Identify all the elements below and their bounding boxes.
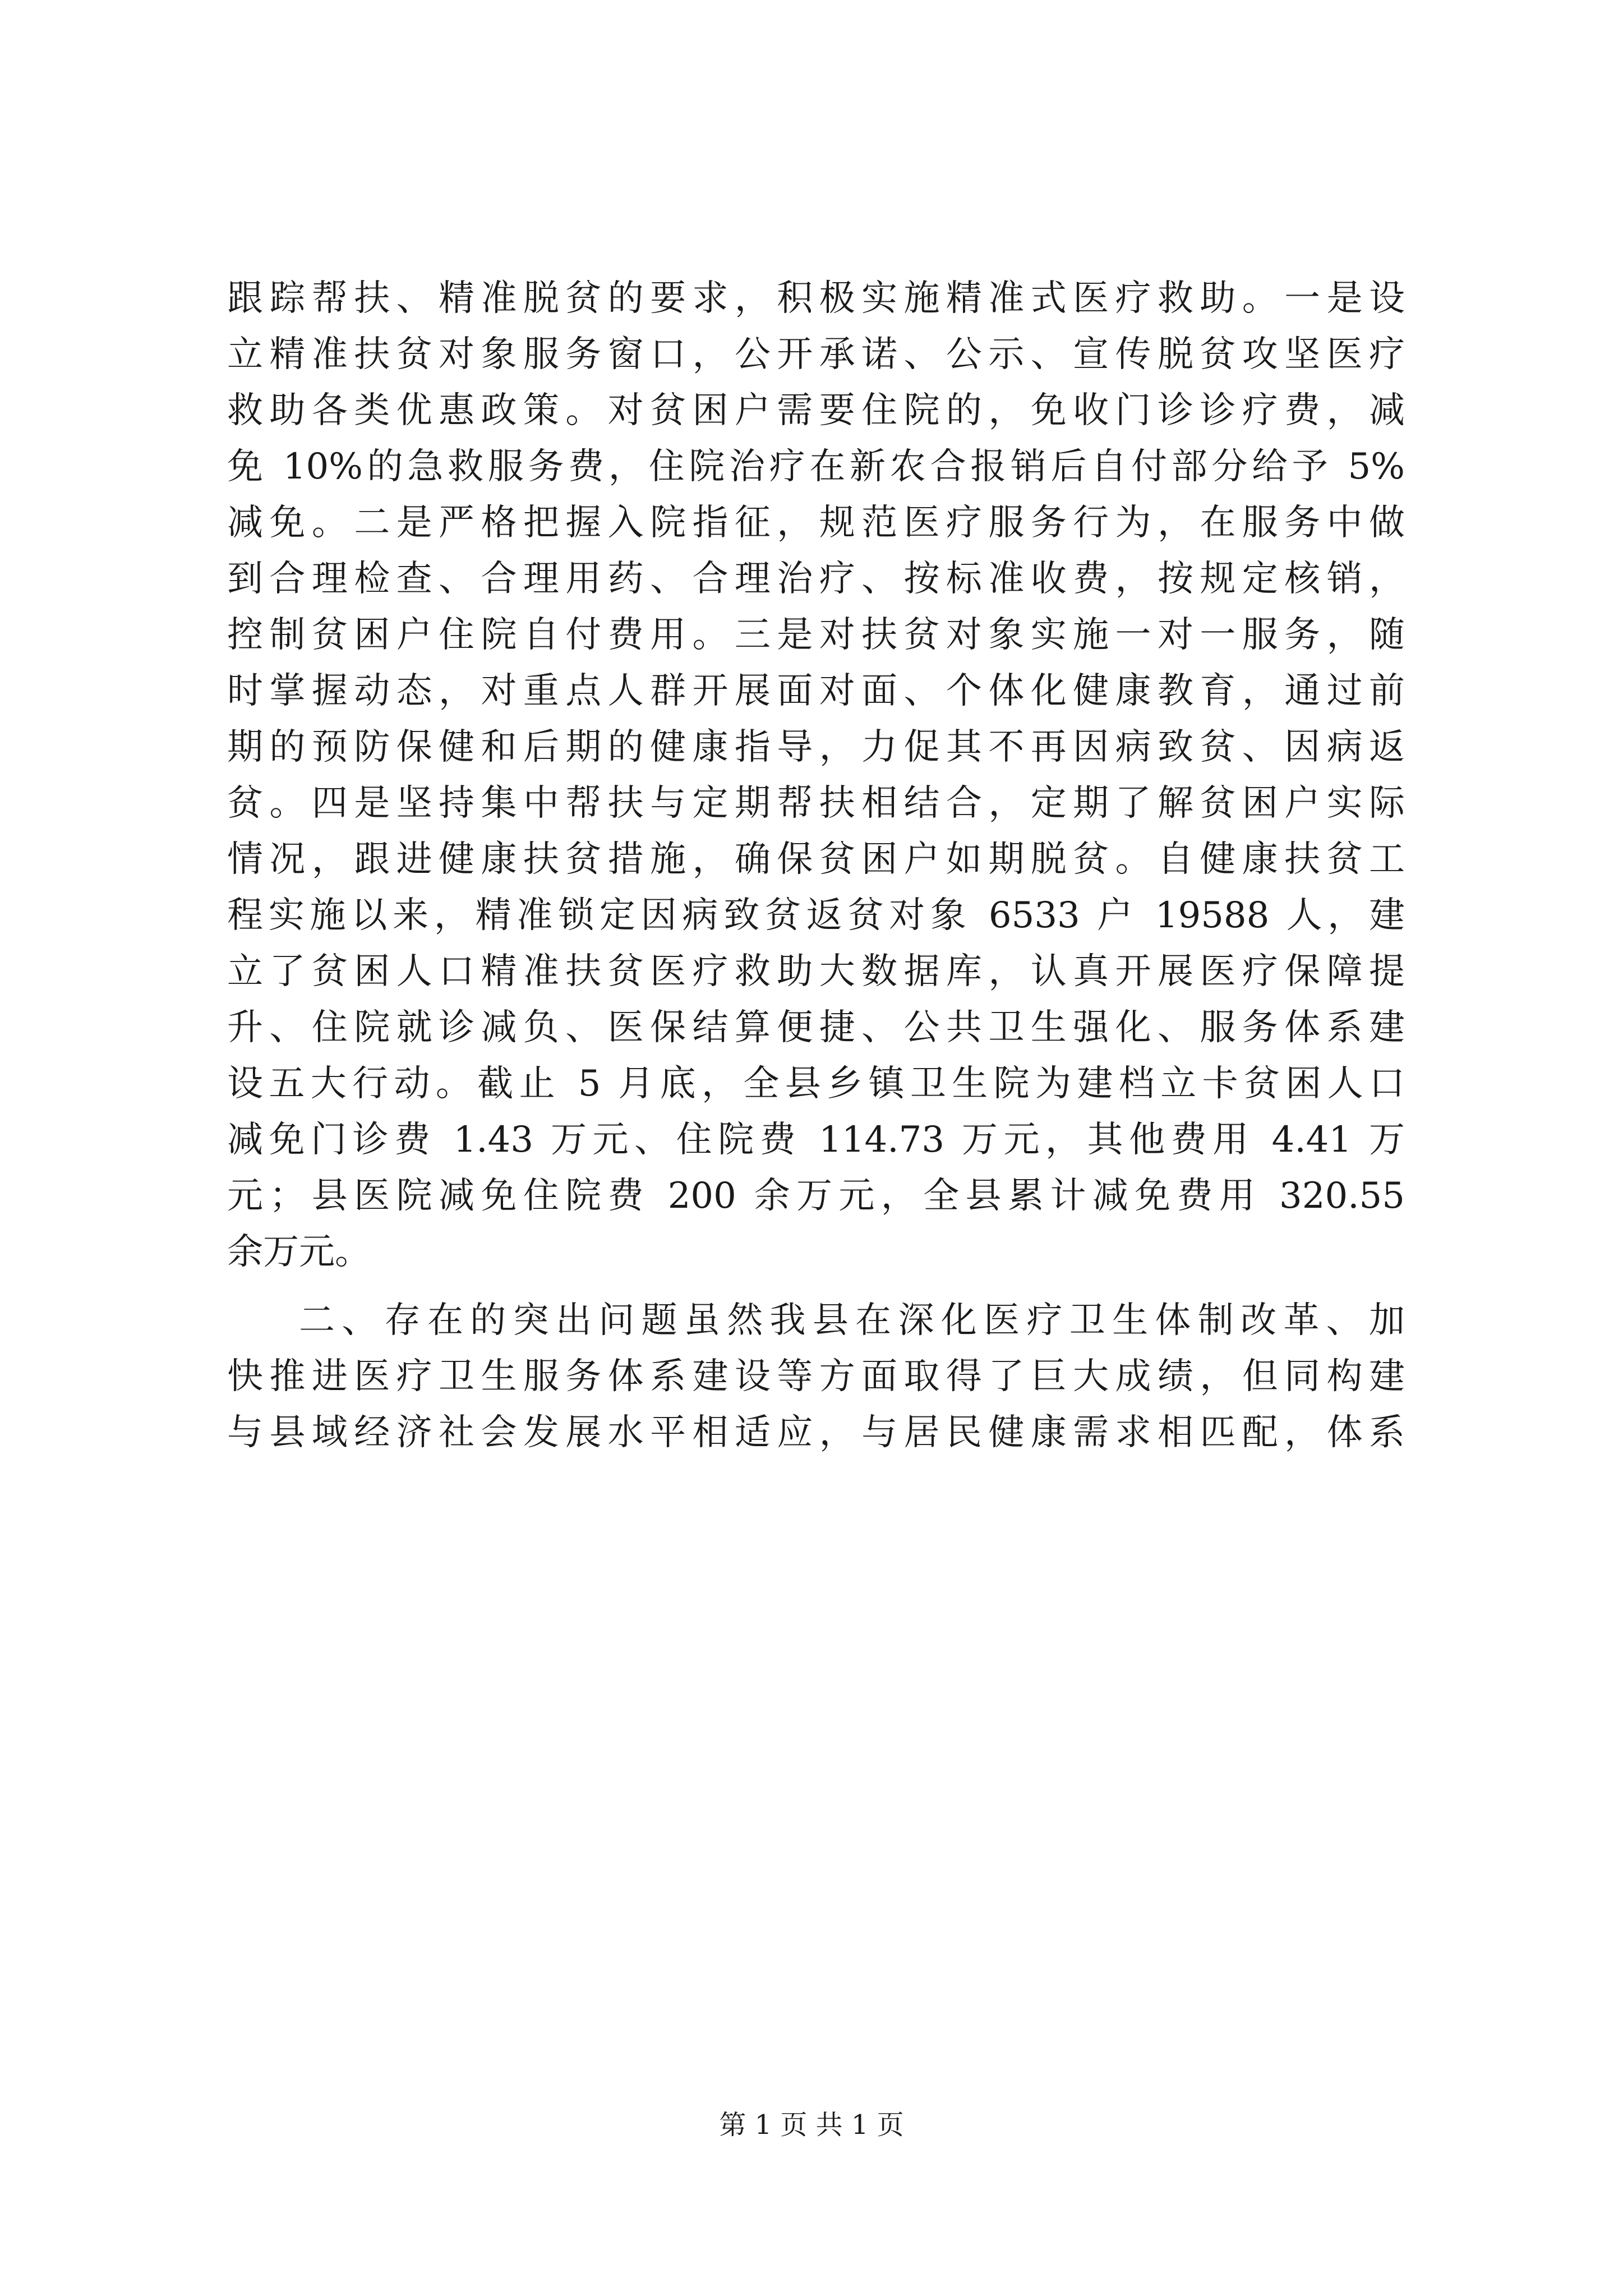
text-line: 到合理检查、合理用药、合理治疗、按标准收费，按规定核销， xyxy=(227,558,1405,600)
text-line: 立了贫困人口精准扶贫医疗救助大数据库，认真开展医疗保障提 xyxy=(227,951,1405,992)
text-line: 立精准扶贫对象服务窗口，公开承诺、公示、宣传脱贫攻坚医疗 xyxy=(227,334,1405,375)
text-line: 程实施以来，精准锁定因病致贫返贫对象 6533 户 19588 人，建 xyxy=(227,895,1405,936)
text-line: 设五大行动。截止 5 月底，全县乡镇卫生院为建档立卡贫困人口 xyxy=(227,1063,1405,1105)
text-line: 二、存在的突出问题虽然我县在深化医疗卫生体制改革、加 xyxy=(299,1300,1405,1341)
paragraph-1 xyxy=(227,270,1405,1280)
text-line: 余万元。 xyxy=(227,1231,371,1273)
text-line: 减免门诊费 1.43 万元、住院费 114.73 万元，其他费用 4.41 万 xyxy=(227,1119,1405,1161)
text-line: 元；县医院减免住院费 200 余万元，全县累计减免费用 320.55 xyxy=(227,1175,1405,1217)
text-line: 救助各类优惠政策。对贫困户需要住院的，免收门诊诊疗费，减 xyxy=(227,390,1405,431)
text-line: 时掌握动态，对重点人群开展面对面、个体化健康教育，通过前 xyxy=(227,670,1405,712)
text-line: 跟踪帮扶、精准脱贫的要求，积极实施精准式医疗救助。一是设 xyxy=(227,278,1405,319)
document-body xyxy=(227,270,1405,1461)
text-line: 控制贫困户住院自付费用。三是对扶贫对象实施一对一服务，随 xyxy=(227,614,1405,656)
text-line: 免 10%的急救服务费，住院治疗在新农合报销后自付部分给予 5% xyxy=(227,446,1405,487)
text-line: 与县域经济社会发展水平相适应，与居民健康需求相匹配，体系 xyxy=(227,1412,1405,1453)
text-line: 期的预防保健和后期的健康指导，力促其不再因病致贫、因病返 xyxy=(227,726,1405,768)
paragraph-2 xyxy=(227,1292,1405,1461)
text-line: 升、住院就诊减负、医保结算便捷、公共卫生强化、服务体系建 xyxy=(227,1007,1405,1048)
text-line: 情况，跟进健康扶贫措施，确保贫困户如期脱贫。自健康扶贫工 xyxy=(227,839,1405,880)
page-footer: 第 1 页 共 1 页 xyxy=(719,2109,904,2141)
text-line: 减免。二是严格把握入院指征，规范医疗服务行为，在服务中做 xyxy=(227,502,1405,544)
paragraph-gap xyxy=(227,1280,1405,1292)
text-line: 贫。四是坚持集中帮扶与定期帮扶相结合，定期了解贫困户实际 xyxy=(227,783,1405,824)
text-line: 快推进医疗卫生服务体系建设等方面取得了巨大成绩，但同构建 xyxy=(227,1356,1405,1397)
